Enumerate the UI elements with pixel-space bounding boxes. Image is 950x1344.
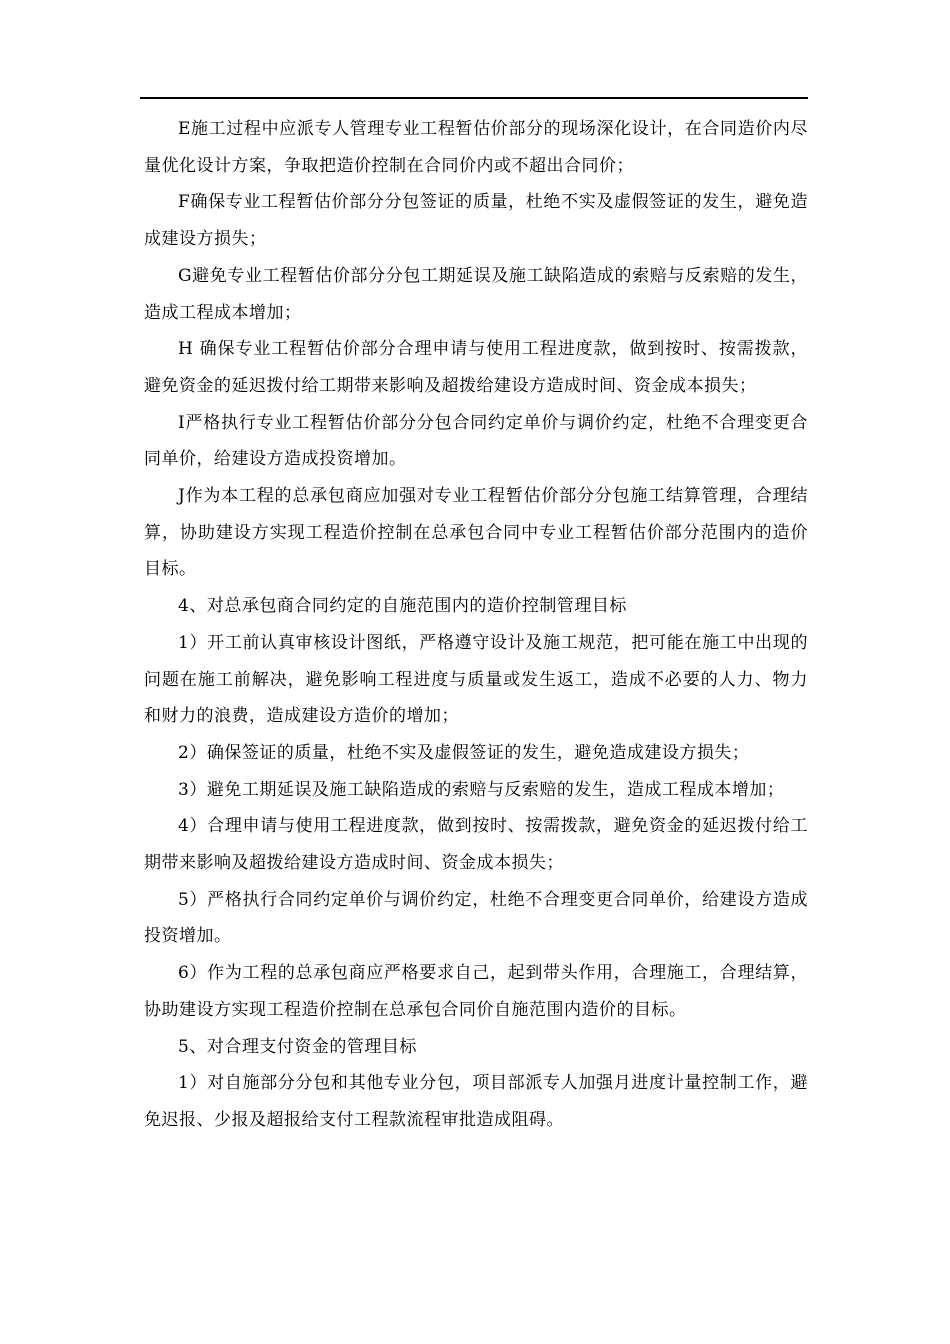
list-item-5-1: 1）对自施部分分包和其他专业分包，项目部派专人加强月进度计量控制工作，避免迟报、少报及超报给支付工程款流程审批造成阻碍。 <box>144 1073 808 1130</box>
list-item-4-5: 5）严格执行合同约定单价与调价约定，杜绝不合理变更合同单价，给建设方造成投资增加。 <box>144 889 808 947</box>
section-heading-5: 5、对合理支付资金的管理目标 <box>178 1036 417 1057</box>
header-rule <box>140 97 808 99</box>
paragraph-g: G避免专业工程暂估价部分分包工期延误及施工缺陷造成的索赔与反索赔的发生，造成工程成本增加； <box>144 265 808 323</box>
paragraph-h: H 确保专业工程暂估价部分合理申请与使用工程进度款，做到按时、按需拨款，避免资金的延迟拨付给工期带来影响及超拨给建设方造成时间、资金成本损失； <box>144 339 808 396</box>
paragraph-i: I严格执行专业工程暂估价部分分包合同约定单价与调价约定，杜绝不合理变更合同单价，给建设方造成投资增加。 <box>144 412 808 470</box>
list-item-4-4: 4）合理申请与使用工程进度款，做到按时、按需拨款，避免资金的延迟拨付给工期带来影响及超拨给建设方造成时间、资金成本损失； <box>144 816 808 874</box>
list-item-4-3: 3）避免工期延误及施工缺陷造成的索赔与反索赔的发生，造成工程成本增加； <box>178 779 785 800</box>
paragraph-j: J作为本工程的总承包商应加强对专业工程暂估价部分分包施工结算管理，合理结算，协助建设方实现工程造价控制在总承包合同中专业工程暂估价部分范围内的造价目标。 <box>144 486 808 580</box>
paragraph-f: F确保专业工程暂估价部分分包签证的质量，杜绝不实及虚假签证的发生，避免造成建设方损失； <box>144 192 808 250</box>
paragraph-e: E施工过程中应派专人管理专业工程暂估价部分的现场深化设计，在合同造价内尽量优化设计方案，争取把造价控制在合同价内或不超出合同价； <box>144 119 808 176</box>
document-body <box>144 111 808 1139</box>
list-item-4-2: 2）确保签证的质量，杜绝不实及虚假签证的发生，避免造成建设方损失； <box>178 742 750 763</box>
list-item-4-1: 1）开工前认真审核设计图纸，严格遵守设计及施工规范，把可能在施工中出现的问题在施工前解决，避免影响工程进度与质量或发生返工，造成不必要的人力、物力和财力的浪费，造成建设方造价的增加； <box>144 632 808 727</box>
list-item-4-6: 6）作为工程的总承包商应严格要求自己，起到带头作用，合理施工，合理结算，协助建设方实现工程造价控制在总承包合同价自施范围内造价的目标。 <box>144 963 808 1020</box>
section-heading-4: 4、对总承包商合同约定的自施范围内的造价控制管理目标 <box>178 596 627 617</box>
